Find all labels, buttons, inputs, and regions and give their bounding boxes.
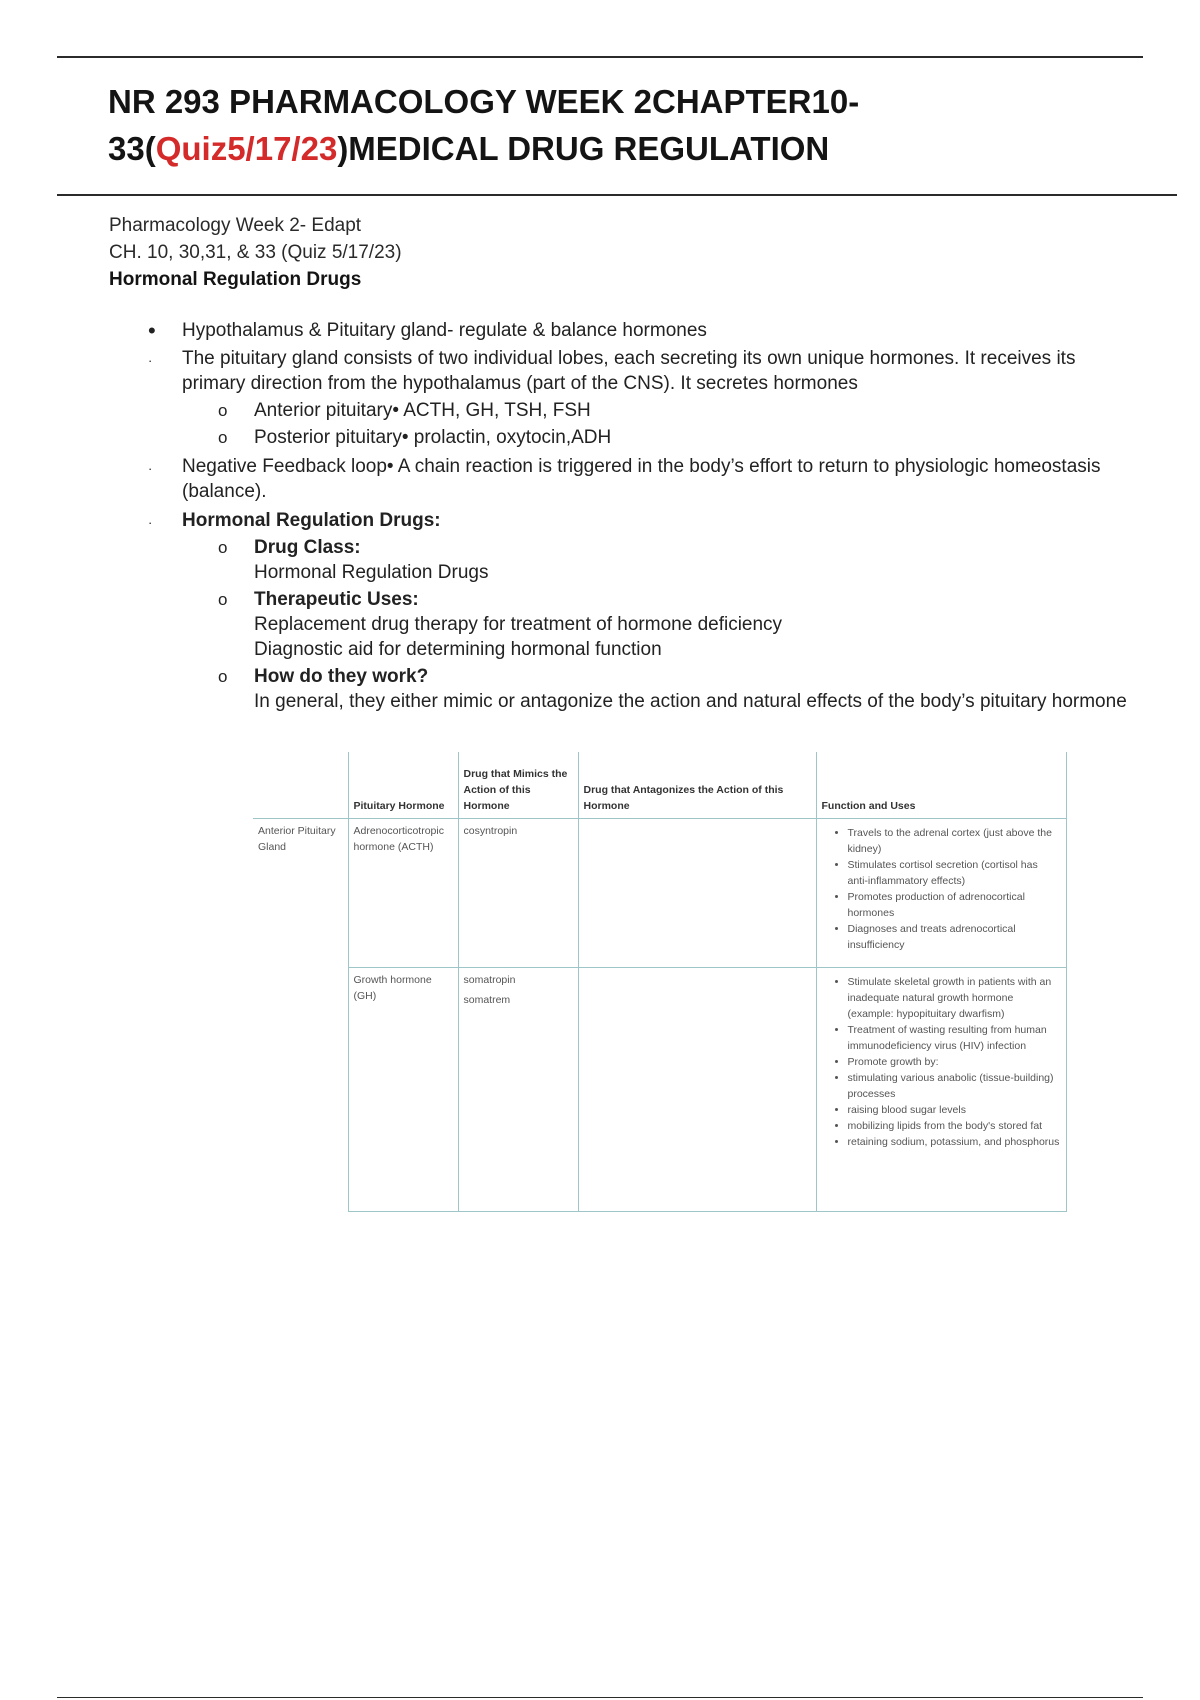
list-item-text: The pituitary gland consists of two individual lobes, each secreting its own unique hormones. It receives its primary direction from the hypothalamus (part of the CNS). It secretes hormones	[182, 348, 1076, 394]
table-row	[253, 819, 1066, 968]
sub-list-item-text: Anterior pituitary• ACTH, GH, TSH, FSH	[254, 400, 591, 421]
circle-bullet-icon: o	[218, 538, 228, 557]
sub-list-item-text: Posterior pituitary• prolactin, oxytocin,ADH	[254, 427, 612, 448]
title-line-1: NR 293 PHARMACOLOGY WEEK 2CHAPTER10-	[108, 83, 860, 120]
list-item	[110, 508, 1140, 714]
function-item: • raising blood sugar levels	[848, 1102, 1061, 1118]
table-header-gland	[253, 752, 348, 819]
circle-bullet-icon: o	[218, 401, 228, 420]
table-header-antagonist: Drug that Antagonizes the Action of this Hormone	[578, 752, 816, 819]
function-item: • Travels to the adrenal cortex (just above the kidney)	[848, 825, 1061, 857]
function-item: • Treatment of wasting resulting from human immunodeficiency virus (HIV) infection	[848, 1022, 1061, 1054]
sub-list-item	[182, 398, 1140, 423]
drug-table	[253, 752, 1067, 1212]
mimic-drug-1: somatropin	[463, 974, 516, 986]
function-cell	[816, 968, 1066, 1212]
function-cell	[816, 819, 1066, 968]
table-header-function: Function and Uses	[816, 752, 1066, 819]
gland-cell: Anterior Pituitary Gland	[258, 825, 336, 853]
therapeutic-uses-label: Therapeutic Uses:	[254, 589, 419, 610]
top-rule	[57, 56, 1143, 58]
title-line-2-prefix: 33(	[108, 130, 156, 167]
hormone-cell: Adrenocorticotropic hormone (ACTH)	[348, 819, 458, 968]
mimic-drug-2: somatrem	[463, 994, 511, 1006]
bullet-list	[110, 318, 1140, 717]
bullet-dot-icon: ·	[148, 353, 153, 368]
title-divider	[57, 194, 1177, 196]
function-item: • stimulating various anabolic (tissue-building) processes	[848, 1070, 1061, 1102]
antagonist-drug-cell	[578, 968, 816, 1212]
how-they-work-value: In general, they either mimic or antagonize the action and natural effects of the body’s pituitary hormone	[254, 691, 1127, 712]
list-item	[110, 346, 1140, 450]
how-they-work-label: How do they work?	[254, 666, 429, 687]
list-item-text: Hypothalamus & Pituitary gland- regulate & balance hormones	[182, 320, 707, 341]
function-list	[822, 974, 1061, 1150]
function-item: • mobilizing lipids from the body's stored fat	[848, 1118, 1061, 1134]
therapeutic-use-1: Replacement drug therapy for treatment of hormone deficiency	[254, 614, 783, 635]
circle-bullet-icon: o	[218, 590, 228, 609]
drug-class-label: Drug Class:	[254, 537, 361, 558]
title-quiz-date: Quiz5/17/23	[155, 130, 338, 167]
bottom-rule	[57, 1697, 1143, 1698]
mimic-drug-cell: cosyntropin	[458, 819, 578, 968]
page-title	[108, 78, 1108, 172]
circle-bullet-icon: o	[218, 667, 228, 686]
list-item	[110, 318, 1140, 343]
circle-bullet-icon: o	[218, 428, 228, 447]
course-line: Pharmacology Week 2- Edapt	[109, 215, 362, 236]
table-header-hormone: Pituitary Hormone	[348, 752, 458, 819]
bullet-dot-icon: ·	[148, 461, 153, 476]
table-header-mimic: Drug that Mimics the Action of this Hormone	[458, 752, 578, 819]
therapeutic-use-2: Diagnostic aid for determining hormonal function	[254, 639, 662, 660]
hormone-drug-table	[253, 752, 1066, 1220]
drug-class-value: Hormonal Regulation Drugs	[254, 562, 489, 583]
function-item: • Stimulates cortisol secretion (cortisol has anti-inflammatory effects)	[848, 857, 1061, 889]
function-item: • Diagnoses and treats adrenocortical insufficiency	[848, 921, 1061, 953]
antagonist-drug-cell	[578, 819, 816, 968]
function-item: • Promote growth by:	[848, 1054, 1061, 1070]
sub-list-item	[182, 587, 1140, 662]
function-item: • Stimulate skeletal growth in patients with an inadequate natural growth hormone (example: hypopituitary dwarfism)	[848, 974, 1061, 1022]
list-item-text: Negative Feedback loop• A chain reaction is triggered in the body’s effort to return to physiologic homeostasis (balance).	[182, 456, 1101, 502]
function-list	[822, 825, 1061, 953]
bullet-dot-icon: ·	[148, 515, 153, 530]
list-item-text: Hormonal Regulation Drugs:	[182, 510, 441, 531]
bullet-dot-icon: •	[148, 318, 156, 343]
function-item: • retaining sodium, potassium, and phosphorus	[848, 1134, 1061, 1150]
sub-list-item	[182, 664, 1140, 714]
chapters-line: CH. 10, 30,31, & 33 (Quiz 5/17/23)	[109, 242, 402, 263]
hormone-cell: Growth hormone (GH)	[348, 968, 458, 1212]
sub-list-item	[182, 535, 1140, 585]
mimic-drug-cell	[458, 968, 578, 1212]
title-line-2-suffix: )MEDICAL DRUG REGULATION	[337, 130, 830, 167]
sub-list-item	[182, 425, 1140, 450]
list-item	[110, 454, 1140, 504]
table-row	[253, 968, 1066, 1212]
document-meta	[109, 212, 402, 293]
function-item: • Promotes production of adrenocortical hormones	[848, 889, 1061, 921]
section-heading: Hormonal Regulation Drugs	[109, 269, 362, 290]
